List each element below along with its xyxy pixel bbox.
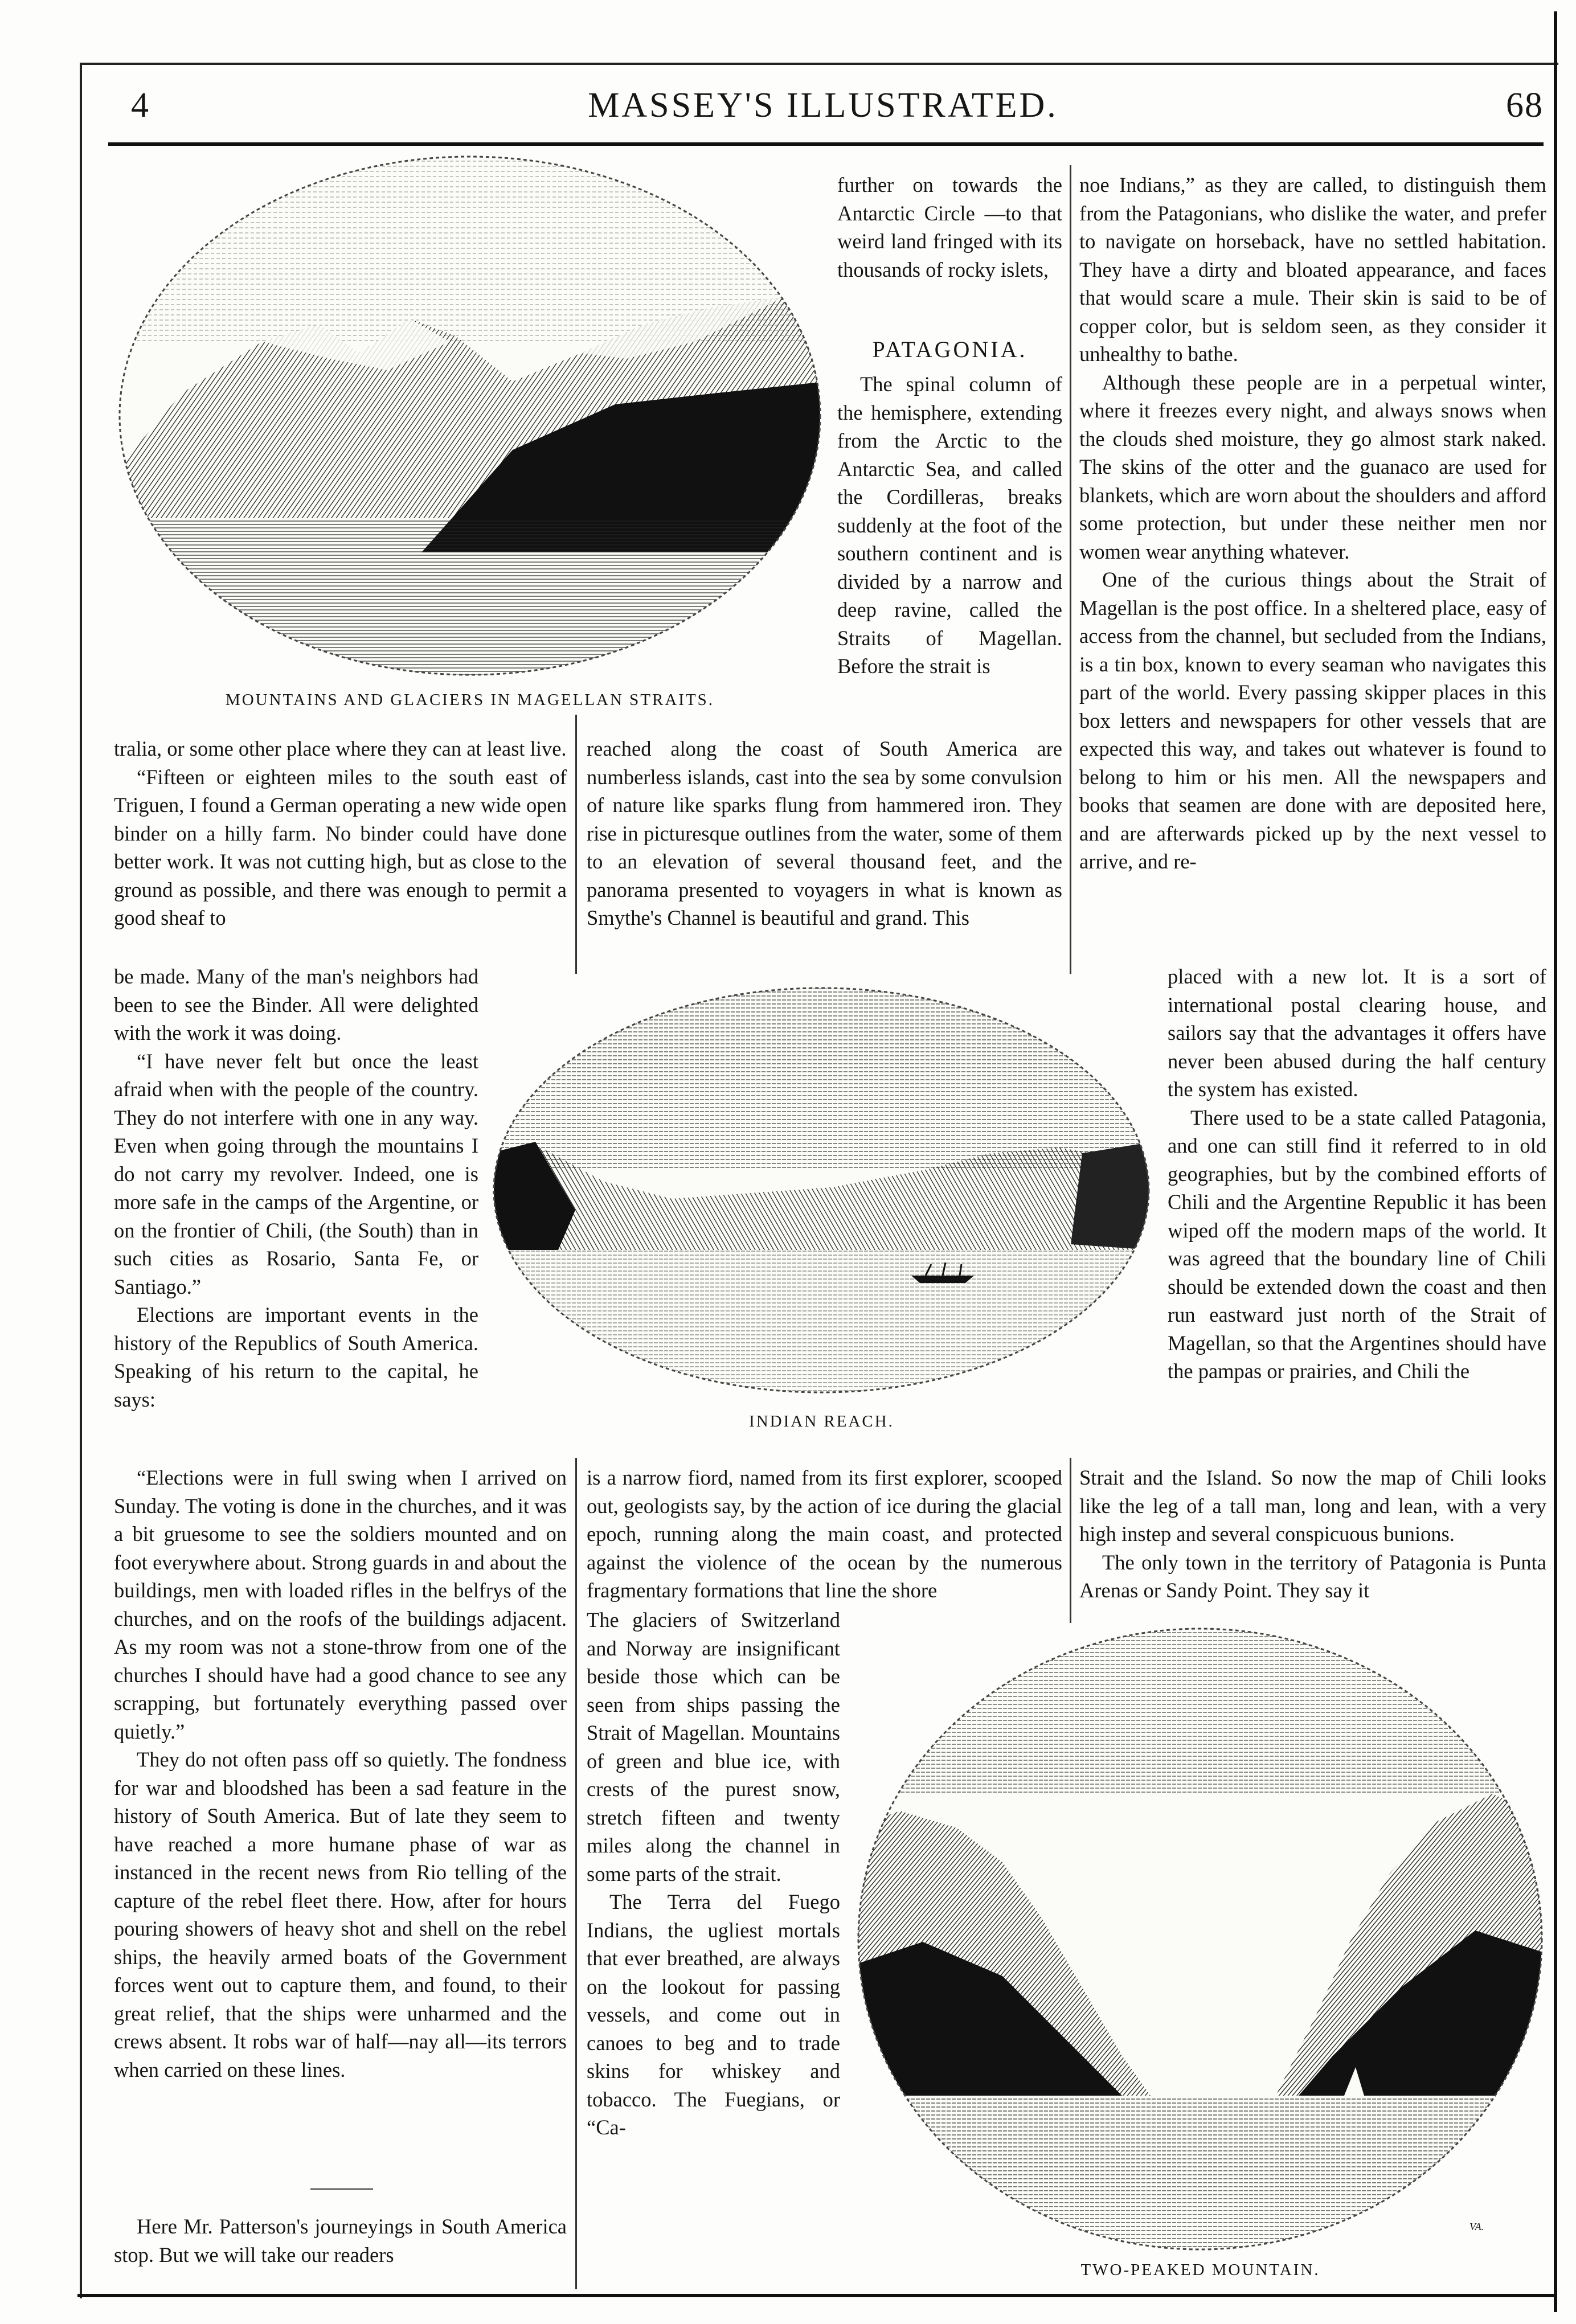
clearing-house-paragraph: placed with a new lot. It is a sort of international postal clearing house, and sailors say that the advantages it offers have never been abused during the half century the system has existed. xyxy=(1168,965,1546,1101)
engraver-signature: VA. xyxy=(1469,2221,1484,2232)
column-rule xyxy=(1070,1458,1071,1623)
page-edge-rule xyxy=(1554,11,1557,2312)
left-col-c xyxy=(114,1464,567,2084)
elections-swing-paragraph: “Elections were in full swing when I arrived on Sunday. The voting is done in the churches, and it was a bit gruesome to see the soldiers mounted and on foot everywhere about. Strong guards in and about the buildings, men with loaded rifles in the belfrys of the churches, and on the roofs of the buildings adjacent. As my room was not a stone-throw from one of the churches I should have had a good chance to see any scrapping, but fortunately everything passed over quietly.” xyxy=(114,1466,567,1743)
elections-intro-paragraph: Elections are important events in the history of the Republics of South America. Speaking of his return to the capital, he says: xyxy=(114,1303,478,1411)
two-peaked-caption: TWO-PEAKED MOUNTAIN. xyxy=(1080,2261,1320,2279)
right-col-top xyxy=(1079,171,1546,876)
state-patagonia-paragraph: There used to be a state called Patagonia, and one can still find it referred to in old geographies, but by the combined efforts of Chili and the Argentine Republic it has been wiped off the modern maps of the world. It was agreed that the boundary line of Chili should be extended down the coast and then run eastward just north of the Strait of Magellan, so that the Argentines should have the pampas or prairies, and Chili the xyxy=(1168,1105,1546,1383)
mid-col-b xyxy=(587,1464,1062,1605)
header-rule xyxy=(108,142,1544,146)
tralia-paragraph: tralia, or some other place where they can at least live. xyxy=(114,737,567,760)
glaciers-paragraph: The glaciers of Switzerland and Norway are insignificant beside those which can be seen from ships passing the Strait of Magellan. Mountains of green and blue ice, with crests of the purest snow, stretch fifteen and twenty miles along the channel in some parts of the strait. xyxy=(587,1608,840,1886)
patagonia-heading: PATAGONIA. xyxy=(872,337,1028,362)
right-col-b xyxy=(1168,962,1546,1386)
punta-arenas-paragraph: The only town in the territory of Patagonia is Punta Arenas or Sandy Point. They say it xyxy=(1079,1550,1546,1602)
column-rule xyxy=(575,1458,577,2289)
indian-reach-engraving xyxy=(490,982,1153,1398)
page-header xyxy=(103,80,1544,142)
war-bloodshed-paragraph: They do not often pass off so quietly. The fondness for war and bloodshed has been a sad feature in the history of South America. But of late they seem to have reached a more humane phase of war as instanced in the recent news from Rio telling of the capture of the rebel fleet there. How, after for hours pouring showers of heavy shot and shell on the rebel ships, the heavily armed boats of the Government forces went out to capture them, and found, to their great relief, that the ships were unharmed and the crews absent. It robs war of half—nay all—its terrors when carried on these lines. xyxy=(114,1748,567,2081)
mid-col-c xyxy=(587,1606,840,2142)
column-rule xyxy=(1070,165,1071,974)
journeyings-paragraph: Here Mr. Patterson's journeyings in South America stop. But we will take our readers xyxy=(114,2215,567,2266)
never-afraid-paragraph: “I have never felt but once the least afraid when with the people of the country. They do not interfere with one in any way. Even when going through the mountains I do not carry my revolver. Indeed, one is more safe in the camps of the Argentine, or on the frontier of Chili, (the South) than in such cities as Rosario, Santa Fe, or Santiago.” xyxy=(114,1049,478,1298)
left-col-a xyxy=(114,735,567,932)
section-separator xyxy=(310,2188,373,2190)
mountains-glaciers-engraving xyxy=(114,154,826,689)
indian-reach-caption: INDIAN REACH. xyxy=(749,1412,894,1431)
mountains-caption: MOUNTAINS AND GLACIERS IN MAGELLAN STRAITS. xyxy=(225,691,715,709)
left-col-c-end xyxy=(114,2212,567,2269)
perpetual-winter-paragraph: Although these people are in a perpetual winter, where it freezes every night, and always snows when the clouds shed moisture, they go almost stark naked. The skins of the otter and the guanaco are used for blankets, which are worn about the shoulders and afford some protection, but under these neither men nor women wear anything whatever. xyxy=(1079,370,1546,563)
fiord-paragraph: is a narrow fiord, named from its first explorer, scooped out, geologists say, by the action of ice during the glacial epoch, running along the main coast, and protected against the violence of the ocean by the numerous fragmentary formations that line the shore xyxy=(587,1466,1062,1602)
canoe-indians-paragraph: noe Indians,” as they are called, to distinguish them from the Patagonians, who dislike the water, and prefer to navigate on horseback, have no settled habitation. They have a dirty and bloated appearance, and faces that would scare a mule. Their skin is said to be of copper color, but is seldom seen, as they consider it unhealthy to bathe. xyxy=(1079,173,1546,366)
two-peaked-mountain-engraving xyxy=(854,1623,1546,2255)
column-rule xyxy=(575,715,577,974)
post-office-paragraph: One of the curious things about the Strait of Magellan is the post office. In a sheltered place, easy of access from the channel, but secluded from the Indians, is a tin box, known to every seaman who navigates this part of the world. Every passing skipper places in this box letters and newspapers for other vessels that are expected this way, and takes out whatever is found to belong to him or his men. All the newspapers and books that seamen are done with are deposited here, and are afterwards picked up by the next vessel to arrive, and re- xyxy=(1079,568,1546,873)
mid-col-a xyxy=(587,735,1062,932)
right-col-c xyxy=(1079,1464,1546,1605)
magazine-title: MASSEY'S ILLUSTRATED. xyxy=(588,86,1058,125)
triguen-paragraph: “Fifteen or eighteen miles to the south east of Triguen, I found a German operating a new wide open binder on a hilly farm. No binder could have done better work. It was not cutting high, but as close to the ground as possible, and there was enough to permit a good sheaf to xyxy=(114,765,567,929)
mid-col-intro xyxy=(837,171,1062,284)
fuegians-paragraph: The Terra del Fuego Indians, the ugliest mortals that ever breathed, are always on the lookout for passing vessels, and come out in canoes to beg and to trade skins for whiskey and tobacco. The Fuegians, or “Ca- xyxy=(587,1890,840,2139)
left-col-b xyxy=(114,962,478,1413)
page-number-right: 68 xyxy=(1506,86,1544,125)
strait-island-paragraph: Strait and the Island. So now the map of Chili looks like the leg of a tall man, long and lean, with a very high instep and several conspicuous bunions. xyxy=(1079,1466,1546,1546)
neighbors-paragraph: be made. Many of the man's neighbors had been to see the Binder. All were delighted with the work it was doing. xyxy=(114,965,478,1044)
islands-paragraph: reached along the coast of South America are numberless islands, cast into the sea by some convulsion of nature like sparks flung from hammered iron. They rise in picturesque outlines from the water, some of them to an elevation of several thousand feet, and the panorama presented to voyagers in what is known as Smythe's Channel is beautiful and grand. This xyxy=(587,737,1062,929)
spinal-column-paragraph: The spinal column of the hemisphere, extending from the Arctic to the Antarctic Sea, and called the Cordilleras, breaks suddenly at the foot of the southern continent and is divided by a narrow and deep ravine, called the Straits of Magellan. Before the strait is xyxy=(837,372,1062,678)
page-number-left: 4 xyxy=(131,86,150,125)
intro-text: further on towards the Antarctic Circle —to that weird land fringed with its thousands of rocky islets, xyxy=(837,173,1062,281)
mid-col-spinal xyxy=(837,370,1062,681)
page-bottom-rule xyxy=(77,2294,1557,2297)
